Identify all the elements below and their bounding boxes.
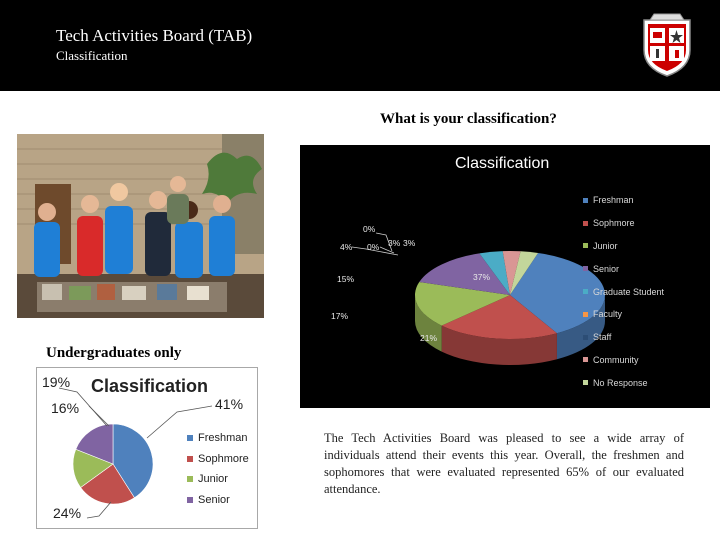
legend-label: Freshman (593, 195, 634, 206)
legend-label: Senior (198, 493, 230, 506)
data-label-staff: 0% (367, 242, 380, 252)
legend-item (583, 326, 664, 349)
legend-item (583, 235, 664, 258)
data-label-community: 3% (388, 238, 401, 248)
university-crest-icon (640, 10, 694, 78)
data-label-no-response: 3% (403, 238, 416, 248)
legend-item (187, 469, 249, 490)
legend-label: Senior (593, 263, 620, 274)
label-leader-line (89, 406, 109, 426)
undergrad-pie-chart (36, 367, 258, 529)
legend-label: Sophmore (198, 452, 249, 465)
data-label-sophmore: 24% (53, 505, 82, 521)
survey-question: What is your classification? (380, 111, 557, 127)
data-label-junior: 17% (331, 311, 349, 321)
data-label-freshman: 37% (473, 272, 491, 282)
label-leader-line (59, 388, 107, 426)
data-label-faculty: 0% (363, 224, 376, 234)
data-label-senior: 19% (42, 374, 71, 390)
legend-item (187, 490, 249, 511)
chart-title: Classification (455, 155, 550, 172)
slide-title: Tech Activities Board (TAB) (56, 26, 253, 45)
chart-title: Classification (91, 376, 209, 396)
legend-item (187, 449, 249, 470)
legend-item (583, 212, 664, 235)
legend-label: Junior (198, 473, 228, 486)
legend-item (583, 280, 664, 303)
legend-label: No Response (593, 377, 648, 388)
undergrad-label: Undergraduates only (46, 345, 182, 361)
legend-item (583, 189, 664, 212)
legend-label: Staff (593, 332, 612, 343)
summary-paragraph: The Tech Activities Board was pleased to see a wide array of individuals attend their events this year. Overall, the freshmen and sophomores that were evaluated represented 65% of our evaluated attendance. (324, 431, 684, 496)
legend-item (583, 257, 664, 280)
chart-legend (187, 428, 249, 510)
header-bar (0, 0, 720, 91)
chart-legend (583, 189, 664, 394)
data-label-freshman: 41% (215, 396, 244, 412)
slide-subtitle: Classification (56, 48, 128, 63)
legend-item (187, 428, 249, 449)
label-leader-line (87, 502, 111, 518)
legend-item (583, 349, 664, 372)
data-label-junior: 16% (51, 400, 80, 416)
legend-label: Sophmore (593, 218, 635, 229)
data-label-graduate-student: 4% (340, 242, 353, 252)
data-label-senior: 15% (337, 274, 355, 284)
legend-item (583, 303, 664, 326)
classification-pie-chart (300, 145, 710, 408)
group-photo-image (17, 134, 264, 318)
legend-label: Junior (593, 240, 618, 251)
legend-item (583, 371, 664, 394)
legend-label: Freshman (198, 432, 248, 445)
legend-label: Community (593, 354, 639, 365)
legend-label: Graduate Student (593, 286, 665, 297)
legend-label: Faculty (593, 309, 623, 320)
data-label-sophmore: 21% (420, 333, 438, 343)
